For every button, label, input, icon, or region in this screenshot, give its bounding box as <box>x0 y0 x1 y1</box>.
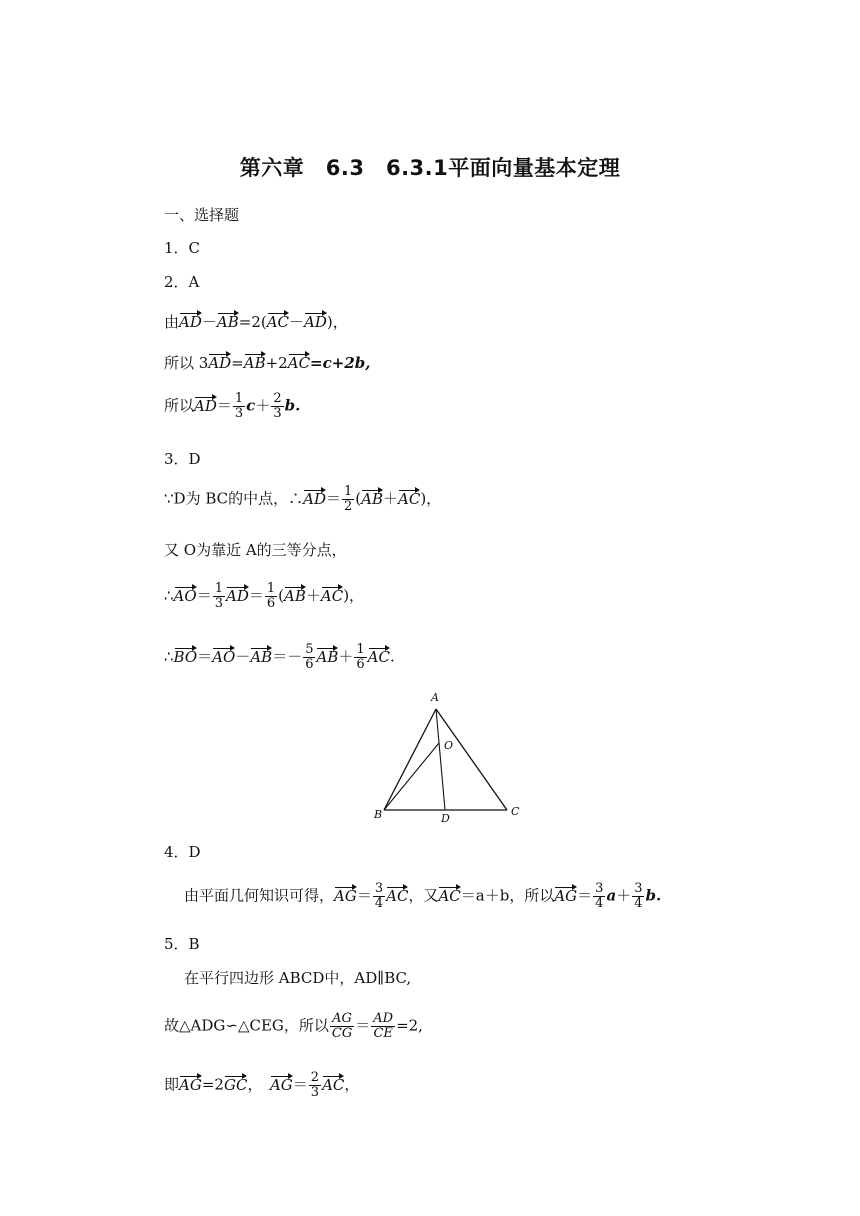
label-C: C <box>511 805 520 818</box>
q5-line-1: 在平行四边形 ABCD中，AD∥BC, <box>184 969 412 987</box>
label-O: O <box>444 739 454 752</box>
q3-line-2: 又 O为靠近 A的三等分点， <box>164 541 347 559</box>
side-AB <box>384 709 436 810</box>
q2-line-1: 由AD－AB=2(AC－AD)， <box>164 313 348 331</box>
answer-4: 4．D <box>164 843 201 861</box>
answer-1: 1．C <box>164 239 201 257</box>
answer-3: 3．D <box>164 450 201 468</box>
label-A: A <box>431 691 439 704</box>
page-title: 第六章 6.3 6.3.1平面向量基本定理 <box>239 156 621 180</box>
answer-2: 2．A <box>164 273 200 291</box>
side-AC <box>436 709 507 810</box>
section-heading: 一、选择题 <box>164 206 240 224</box>
q4-line-1: 由平面几何知识可得，AG＝ $\frac{3}{4}$ AC，又AC＝a＋b，所以AG＝ $\frac{3}{4}$ a＋ $\frac{3}{4}$ b. <box>184 881 662 911</box>
triangle-figure <box>360 685 540 830</box>
q3-line-3: ∴AO＝ $\frac{1}{3}$ AD＝ $\frac{1}{6}$ (AB＋AC)， <box>164 581 365 611</box>
q2-line-3: 所以AD＝ $\frac{1}{3}$ c＋ $\frac{2}{3}$ b. <box>164 391 301 421</box>
q5-line-2: 故△ADG∽△CEG，所以 $\frac{AG}{CG}$ ＝ $\frac{AD}{CE}$ =2, <box>164 1011 423 1041</box>
q5-line-3: 即AG=2GC， AG＝ $\frac{2}{3}$ AC， <box>164 1070 360 1100</box>
segment-BO <box>384 743 439 810</box>
label-B: B <box>374 808 383 821</box>
q3-line-1: ∵D为 BC的中点，∴AD＝ $\frac{1}{2}$ (AB＋AC)， <box>164 484 442 514</box>
answer-5: 5．B <box>164 935 200 953</box>
q2-line-2: 所以 3AD=AB+2AC=c+2b, <box>164 354 371 372</box>
label-D: D <box>441 812 450 825</box>
median-AD <box>436 709 445 810</box>
q3-line-4: ∴BO＝AO－AB＝－ $\frac{5}{6}$ AB＋ $\frac{1}{6}$ AC. <box>164 642 395 672</box>
